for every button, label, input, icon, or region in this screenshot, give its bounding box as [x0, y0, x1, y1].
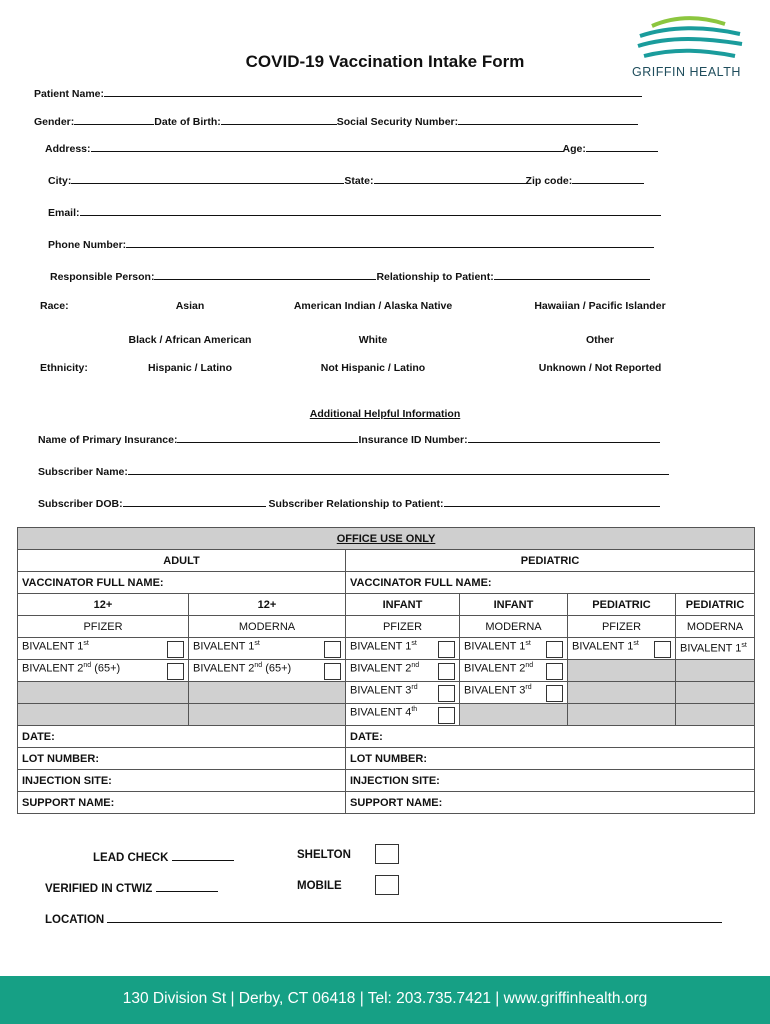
adult-heading: ADULT: [18, 550, 346, 572]
col-pediatric-pfizer: PEDIATRIC: [568, 594, 676, 616]
address-age-row[interactable]: Address: Age:: [45, 140, 658, 155]
insurance-row[interactable]: Name of Primary Insurance: Insurance ID Number:: [38, 431, 660, 446]
ethnicity-option-unknown[interactable]: Unknown / Not Reported: [538, 362, 662, 374]
phone-field[interactable]: Phone Number:: [48, 236, 654, 251]
ethnicity-option-not-hispanic[interactable]: Not Hispanic / Latino: [320, 362, 426, 374]
ethnicity-label: Ethnicity:: [40, 362, 88, 374]
col-infant-moderna: INFANT: [460, 594, 568, 616]
office-use-table: [17, 527, 755, 814]
mobile-label: MOBILE: [297, 880, 342, 892]
checkbox[interactable]: [546, 685, 563, 702]
brand-pfizer: PFIZER: [346, 616, 460, 638]
verified-ctwiz-field[interactable]: VERIFIED IN CTWIZ: [45, 880, 218, 895]
bivalent-option[interactable]: BIVALENT 4th: [346, 704, 460, 726]
logo-text: GRIFFIN HEALTH: [632, 65, 741, 79]
bivalent-option[interactable]: BIVALENT 1st: [568, 638, 676, 660]
shelton-checkbox[interactable]: [375, 844, 399, 864]
city-state-zip-row[interactable]: City: State: Zip code:: [48, 172, 644, 187]
checkbox[interactable]: [324, 663, 341, 680]
race-option-american-indian[interactable]: American Indian / Alaska Native: [293, 300, 453, 312]
checkbox[interactable]: [167, 641, 184, 658]
race-option-hawaiian[interactable]: Hawaiian / Pacific Islander: [534, 300, 666, 312]
bivalent-option[interactable]: BIVALENT 1st: [189, 638, 346, 660]
logo-waves-icon: [630, 16, 755, 64]
empty-cell: [568, 704, 676, 726]
footer-contact: 130 Division St | Derby, CT 06418 | Tel: 203.735.7421 | www.griffinhealth.org: [0, 976, 770, 1024]
checkbox[interactable]: [654, 641, 671, 658]
brand-pfizer: PFIZER: [568, 616, 676, 638]
bivalent-option[interactable]: BIVALENT 1st: [676, 638, 755, 660]
empty-cell: [568, 682, 676, 704]
ethnicity-option-hispanic[interactable]: Hispanic / Latino: [147, 362, 232, 374]
bivalent-option[interactable]: BIVALENT 2nd (65+): [18, 660, 189, 682]
empty-cell: [676, 704, 755, 726]
race-option-asian[interactable]: Asian: [175, 300, 205, 312]
bivalent-option[interactable]: BIVALENT 3rd: [346, 682, 460, 704]
adult-injection-field[interactable]: INJECTION SITE:: [18, 770, 346, 792]
checkbox[interactable]: [438, 685, 455, 702]
brand-moderna: MODERNA: [676, 616, 755, 638]
brand-moderna: MODERNA: [189, 616, 346, 638]
empty-cell: [460, 704, 568, 726]
checkbox[interactable]: [167, 663, 184, 680]
bivalent-option[interactable]: BIVALENT 2nd: [460, 660, 568, 682]
patient-name-field[interactable]: Patient Name:: [34, 85, 642, 100]
bivalent-option[interactable]: BIVALENT 3rd: [460, 682, 568, 704]
race-option-black[interactable]: Black / African American: [128, 334, 252, 346]
empty-cell: [676, 682, 755, 704]
form-title: COVID-19 Vaccination Intake Form: [245, 52, 525, 71]
pediatric-heading: PEDIATRIC: [346, 550, 755, 572]
pediatric-date-field[interactable]: DATE:: [346, 726, 755, 748]
griffin-health-logo: [630, 16, 755, 82]
col-12-moderna: 12+: [189, 594, 346, 616]
col-12-pfizer: 12+: [18, 594, 189, 616]
adult-support-field[interactable]: SUPPORT NAME:: [18, 792, 346, 814]
race-option-white[interactable]: White: [358, 334, 388, 346]
empty-cell: [189, 682, 346, 704]
brand-moderna: MODERNA: [460, 616, 568, 638]
shelton-label: SHELTON: [297, 849, 351, 861]
empty-cell: [189, 704, 346, 726]
checkbox[interactable]: [438, 707, 455, 724]
col-pediatric-moderna: PEDIATRIC: [676, 594, 755, 616]
checkbox[interactable]: [438, 663, 455, 680]
race-label: Race:: [40, 300, 69, 312]
adult-date-field[interactable]: DATE:: [18, 726, 346, 748]
empty-cell: [676, 660, 755, 682]
responsible-person-row[interactable]: Responsible Person: Relationship to Patient:: [50, 268, 650, 283]
mobile-checkbox[interactable]: [375, 875, 399, 895]
empty-cell: [18, 682, 189, 704]
checkbox[interactable]: [546, 663, 563, 680]
bivalent-option[interactable]: BIVALENT 1st: [18, 638, 189, 660]
checkbox[interactable]: [546, 641, 563, 658]
bivalent-option[interactable]: BIVALENT 1st: [346, 638, 460, 660]
email-field[interactable]: Email:: [48, 204, 661, 219]
adult-vaccinator-name[interactable]: VACCINATOR FULL NAME:: [18, 572, 346, 594]
adult-lot-field[interactable]: LOT NUMBER:: [18, 748, 346, 770]
col-infant-pfizer: INFANT: [346, 594, 460, 616]
bivalent-option[interactable]: BIVALENT 1st: [460, 638, 568, 660]
subscriber-name-field[interactable]: Subscriber Name:: [38, 463, 669, 478]
checkbox[interactable]: [324, 641, 341, 658]
bivalent-option[interactable]: BIVALENT 2nd (65+): [189, 660, 346, 682]
pediatric-injection-field[interactable]: INJECTION SITE:: [346, 770, 755, 792]
brand-pfizer: PFIZER: [18, 616, 189, 638]
pediatric-lot-field[interactable]: LOT NUMBER:: [346, 748, 755, 770]
empty-cell: [568, 660, 676, 682]
empty-cell: [18, 704, 189, 726]
lead-check-field[interactable]: LEAD CHECK: [93, 849, 234, 864]
pediatric-vaccinator-name[interactable]: VACCINATOR FULL NAME:: [346, 572, 755, 594]
office-use-heading: OFFICE USE ONLY: [18, 528, 755, 550]
pediatric-support-field[interactable]: SUPPORT NAME:: [346, 792, 755, 814]
gender-dob-ssn-row[interactable]: Gender: Date of Birth: Social Security Number:: [34, 113, 638, 128]
bivalent-option[interactable]: BIVALENT 2nd: [346, 660, 460, 682]
additional-info-heading: Additional Helpful Information: [309, 408, 461, 420]
checkbox[interactable]: [438, 641, 455, 658]
location-field[interactable]: LOCATION: [45, 911, 722, 926]
subscriber-dob-row[interactable]: Subscriber DOB: Subscriber Relationship to Patient:: [38, 495, 660, 510]
race-option-other[interactable]: Other: [585, 334, 614, 346]
